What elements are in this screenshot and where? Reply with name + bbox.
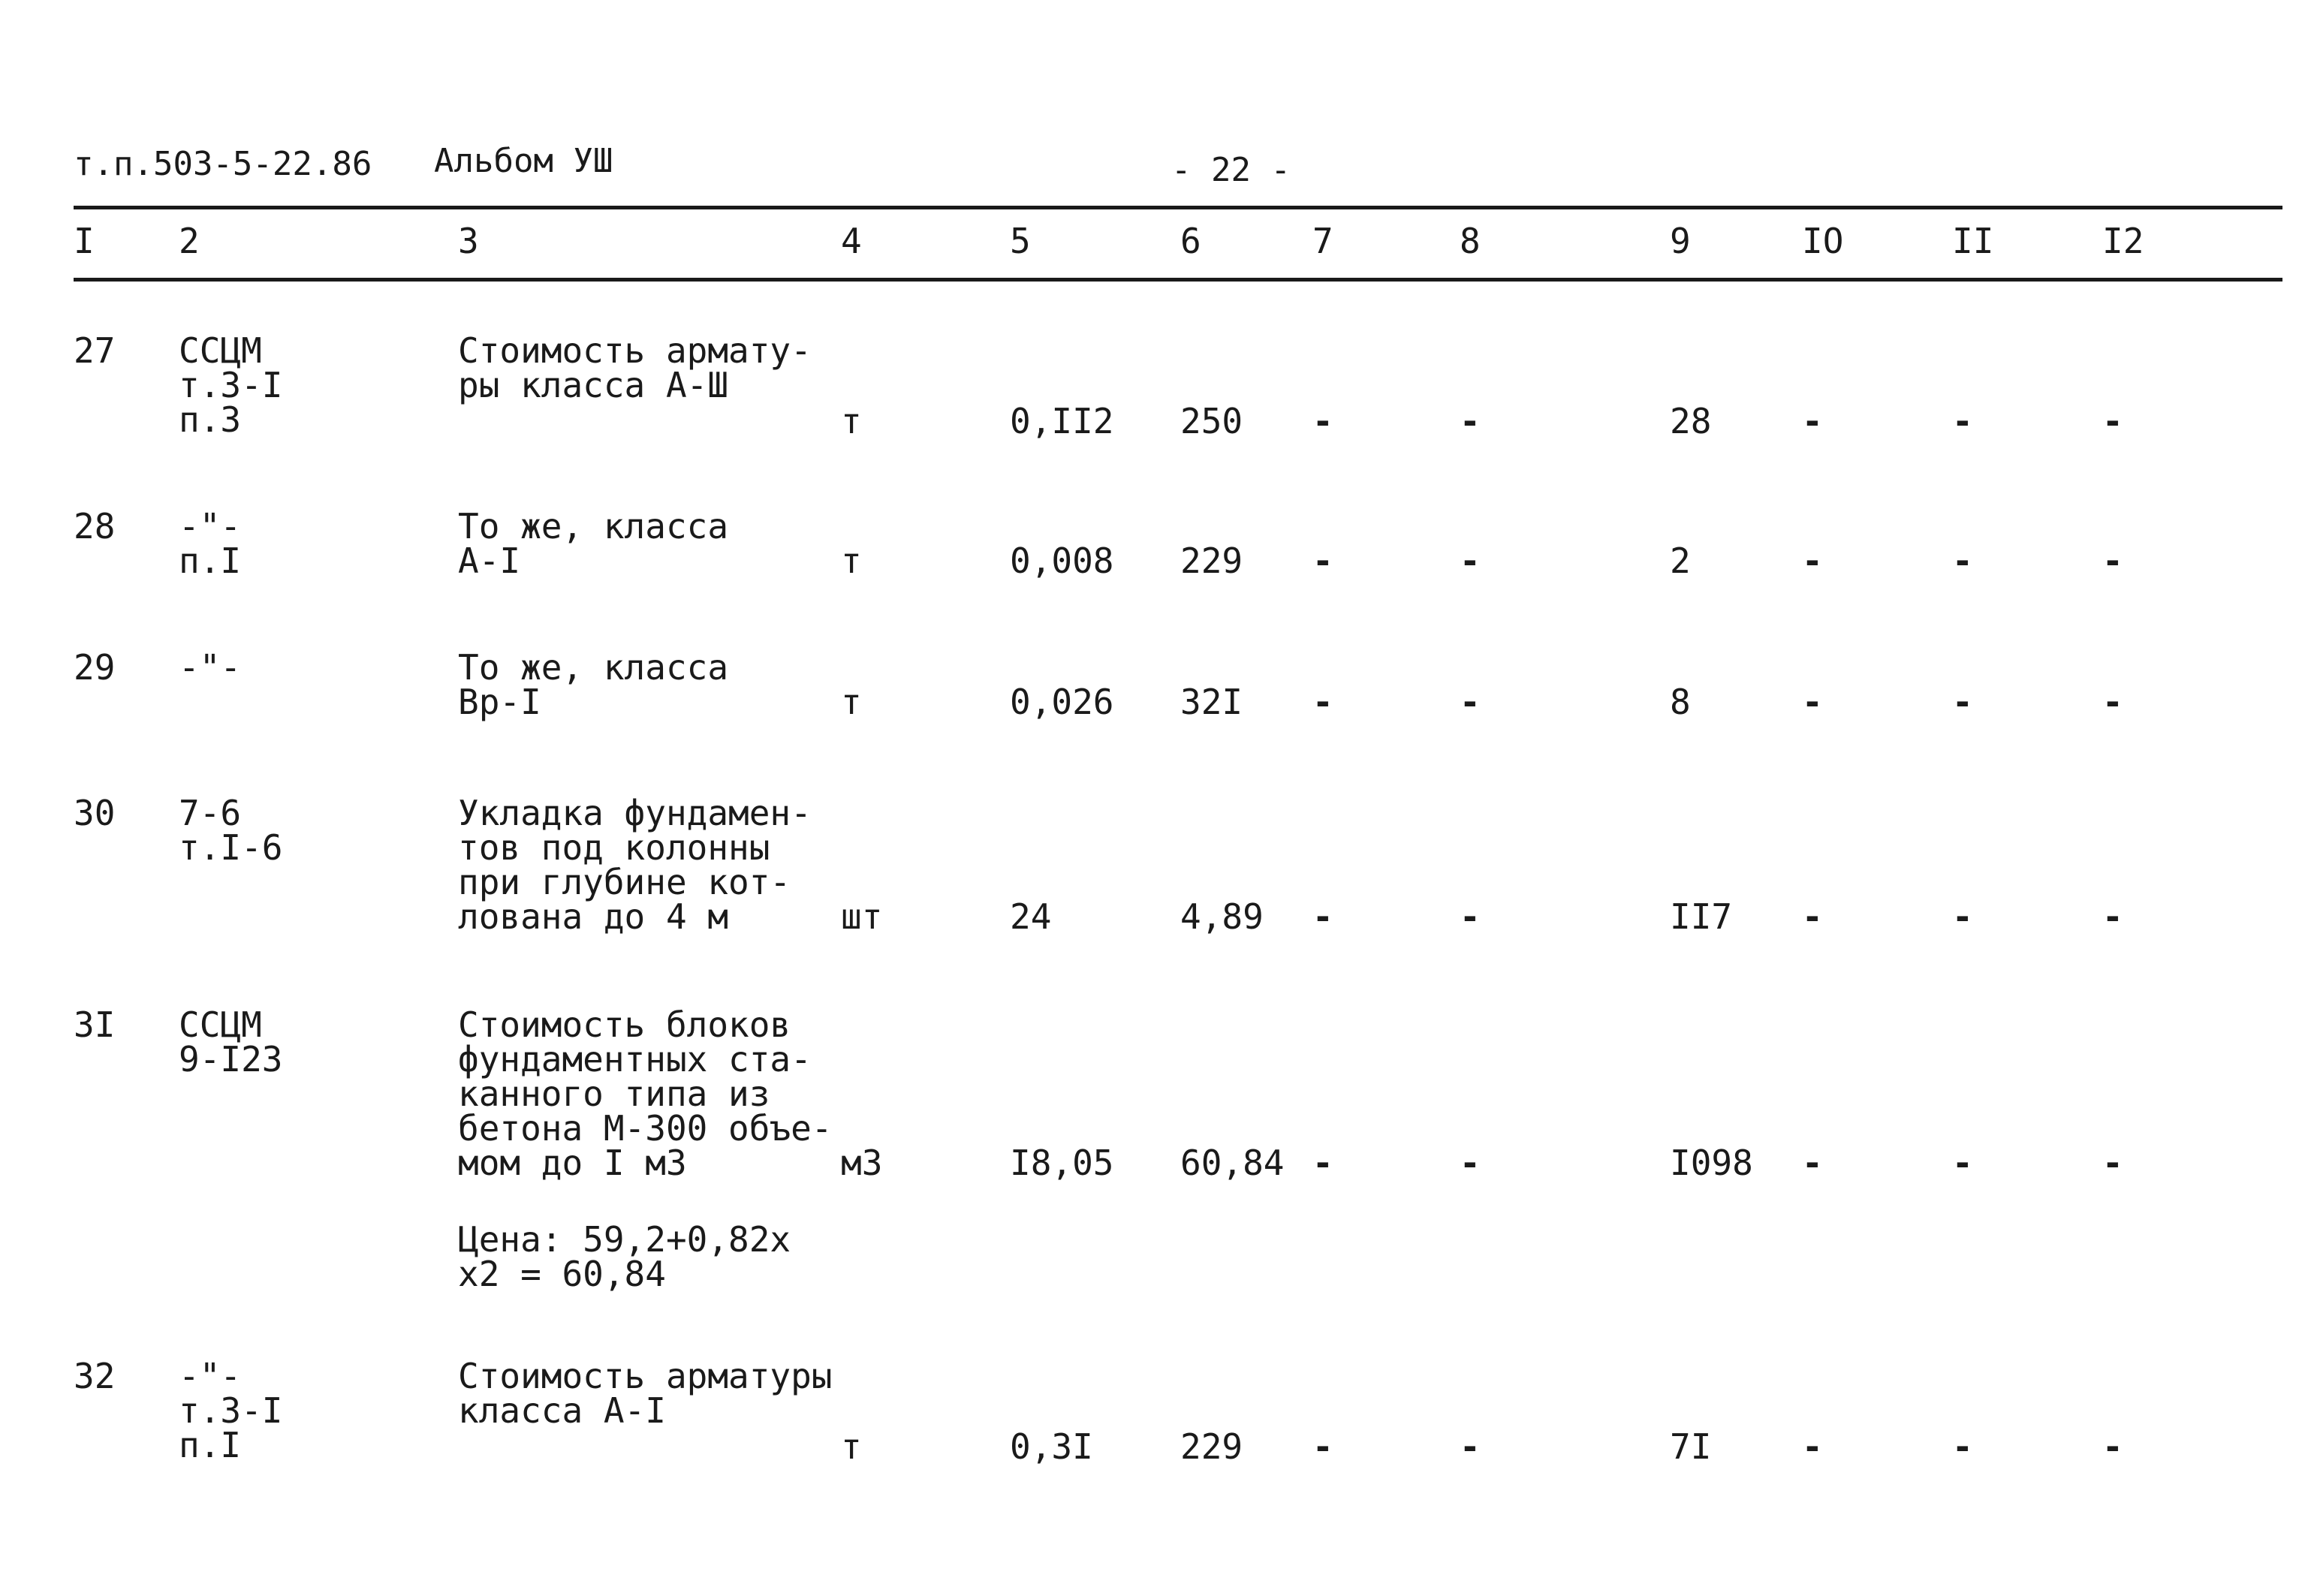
row-col11: - [1952,401,1973,441]
row-col11: - [1952,896,1973,937]
row-col10: - [1802,1426,1823,1467]
row-col8: - [1460,1143,1481,1183]
row-col12: - [2102,1143,2123,1183]
row-col12: - [2102,896,2123,937]
column-header-4: 4 [841,221,862,261]
row-col7: - [1312,682,1333,722]
row-quantity: 24 [1010,896,1052,937]
document-code: т.п.503-5-22.86 [74,145,372,183]
row-col10: - [1802,541,1823,581]
row-total: I098 [1670,1143,1753,1183]
row-col11: - [1952,541,1973,581]
row-col7: - [1312,401,1333,441]
row-col12: - [2102,541,2123,581]
column-header-7: 7 [1312,221,1333,261]
row-price-note: Цена: 59,2+0,82х х2 = 60,84 [458,1219,791,1294]
row-price: 32I [1180,682,1243,722]
row-unit: т [841,401,862,441]
row-col10: - [1802,401,1823,441]
row-col8: - [1460,401,1481,441]
row-reference: -"- т.3-I п.I [179,1356,283,1465]
row-number: 27 [74,330,116,371]
column-header-11: II [1952,221,1994,261]
row-description: Укладка фундамен- тов под колонны при глубине кот- лована до 4 м [458,793,812,937]
row-col7: - [1312,1426,1333,1467]
row-number: 30 [74,793,116,833]
row-price: 60,84 [1180,1143,1285,1183]
row-price: 250 [1180,401,1243,441]
row-quantity: 0,026 [1010,682,1114,722]
column-header-5: 5 [1010,221,1031,261]
column-header-12: I2 [2102,221,2144,261]
row-number: 3I [74,1004,116,1045]
row-price: 229 [1180,1426,1243,1467]
row-col11: - [1952,1426,1973,1467]
column-header-3: 3 [458,221,479,261]
row-total: 2 [1670,541,1691,581]
column-header-6: 6 [1180,221,1201,261]
row-col8: - [1460,1426,1481,1467]
row-description: То же, класса А-I [458,506,729,581]
row-reference: -"- [179,647,242,688]
header-top-rule [74,206,2282,209]
column-header-8: 8 [1460,221,1481,261]
row-price: 4,89 [1180,896,1264,937]
row-col7: - [1312,541,1333,581]
row-total: II7 [1670,896,1733,937]
row-unit: т [841,541,862,581]
row-number: 28 [74,506,116,547]
row-col8: - [1460,682,1481,722]
row-col12: - [2102,401,2123,441]
row-unit: т [841,682,862,722]
row-quantity: 0,3I [1010,1426,1093,1467]
row-col8: - [1460,896,1481,937]
album-title: Альбом УШ [434,142,613,180]
row-reference: ССЦМ т.3-I п.3 [179,330,283,440]
column-header-9: 9 [1670,221,1691,261]
row-description: То же, класса Вр-I [458,647,729,722]
row-col12: - [2102,1426,2123,1467]
row-col12: - [2102,682,2123,722]
row-unit: т [841,1426,862,1467]
row-reference: ССЦМ 9-I23 [179,1004,283,1080]
row-price: 229 [1180,541,1243,581]
row-description: Стоимость блоков фундаментных ста- канного типа из бетона М-300 объе- мом до I м3 [458,1004,833,1183]
row-quantity: 0,II2 [1010,401,1114,441]
column-header-10: IO [1802,221,1844,261]
row-unit: шт [841,896,883,937]
row-total: 7I [1670,1426,1712,1467]
row-col11: - [1952,1143,1973,1183]
row-unit: м3 [841,1143,883,1183]
column-header-1: I [74,221,95,261]
row-quantity: I8,05 [1010,1143,1114,1183]
row-number: 29 [74,647,116,688]
row-quantity: 0,008 [1010,541,1114,581]
row-col8: - [1460,541,1481,581]
page-number: - 22 - [1171,151,1291,189]
row-total: 8 [1670,682,1691,722]
row-col7: - [1312,1143,1333,1183]
row-col11: - [1952,682,1973,722]
row-reference: 7-6 т.I-6 [179,793,283,868]
row-col7: - [1312,896,1333,937]
row-reference: -"- п.I [179,506,242,581]
row-number: 32 [74,1356,116,1396]
row-col10: - [1802,896,1823,937]
header-bottom-rule [74,278,2282,282]
row-description: Стоимость арматуры класса А-I [458,1356,833,1431]
row-col10: - [1802,682,1823,722]
row-description: Стоимость армату- ры класса А-Ш [458,330,812,405]
row-col10: - [1802,1143,1823,1183]
row-total: 28 [1670,401,1712,441]
column-header-2: 2 [179,221,200,261]
